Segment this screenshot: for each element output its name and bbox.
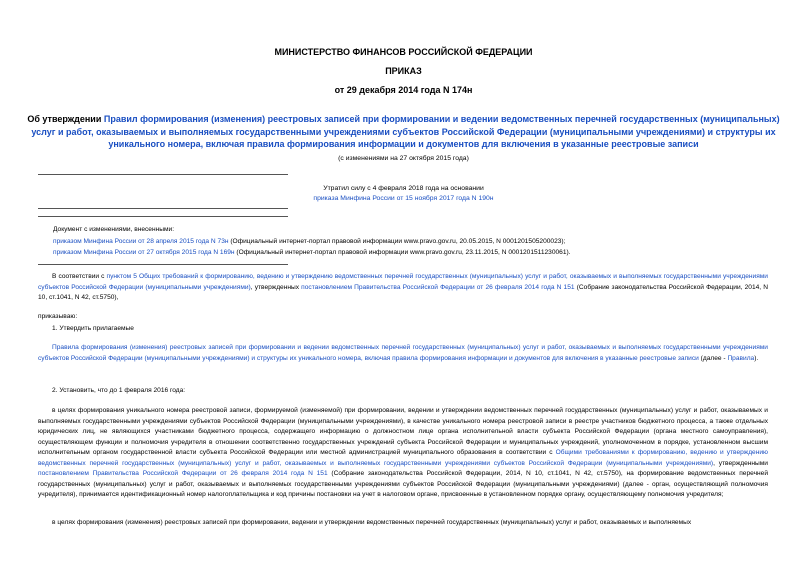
text: (Собрание законодательства Российской Федерации, 2014, N 10, ст.1041, N 42, ст.5750), на формирование ведомственных перечней государственных (муниципальных) услуг и работ, оказываемых и выполняемых государственными учреждениями субъектов Российской Федерации (муниципальными учреждениями) (далее - орган, осуществляющий полномочия учредителя), принимается идентификационный номер налогоплательщика и код причины постановки на учет в налоговом органе, присвоенные в установленном порядке органу, осуществляющему полномочия учредителя;	[38, 470, 768, 498]
lost-force-link[interactable]: приказа Минфина России от 15 ноября 2017 года N 190н	[313, 195, 494, 202]
amendments-block	[53, 224, 773, 259]
text: , утвержденных	[250, 283, 302, 291]
item-1: 1. Утвердить прилагаемые	[52, 325, 134, 332]
amendments-intro: Документ с изменениями, внесенными:	[53, 226, 175, 233]
text: (далее -	[698, 354, 728, 362]
general-requirements-link-2[interactable]: Общими требованиями к формированию, ведению и утверждению ведомственных перечней государственных (муниципальных) услуг и работ, оказываемых и выполняемых государственными учреждениями субъектов Российской Федерации (муниципальными учреждениями)	[38, 449, 768, 467]
order-word: приказываю:	[38, 313, 78, 320]
text: (Собрание законодательства Российской Федерации, 2014, N 10, ст.1041, N 42, ст.5750),	[38, 283, 769, 301]
amendment-link[interactable]: приказом Минфина России от 27 октября 2015 года N 169н	[53, 249, 235, 256]
lost-force-text: Утратил силу с 4 февраля 2018 года на основании	[323, 185, 484, 192]
rules-link[interactable]: Правила формирования (изменения) реестровых записей при формировании и ведении ведомственных перечней государственных (муниципальных) услуг и работ, оказываемых и выполняемых государственными учреждениями субъектов Российской Федерации (муниципальными учреждениями) и структуры их уникального номера, включая правила формирования информации и документов для включения в указанные реестровые записи	[38, 344, 768, 362]
rules-paragraph	[38, 343, 768, 364]
text: , утвержденными	[713, 459, 768, 467]
divider	[38, 216, 288, 217]
divider	[38, 208, 288, 209]
document-type: ПРИКАЗ	[385, 66, 422, 76]
title-prefix: Об утверждении	[27, 114, 104, 124]
registry-records-paragraph: в целях формирования (изменения) реестровых записей при формировании, ведении и утверждении ведомственных перечней государственных (муниципальных) услуг и работ, оказываемых и выполняемых	[52, 519, 692, 526]
divider	[38, 174, 288, 175]
title-rules-link[interactable]: Правил формирования (изменения) реестровых записей при формировании и ведении ведомственных перечней государственных (муниципальных) услуг и работ, оказываемых и выполняемых государственными учреждениями субъектов Российской Федерации (муниципальными учреждениями) и структуры их уникального номера, включая правила формирования информации и документов для включения в указанные реестровые записи	[31, 114, 780, 149]
amendment-source: (Официальный интернет-портал правовой информации www.pravo.gov.ru, 20.05.2015, N 0001201505200023);	[228, 237, 566, 245]
government-resolution-link-2[interactable]: постановлением Правительства Российской Федерации от 26 февраля 2014 года N 151	[38, 470, 328, 477]
amendment-source: (Официальный интернет-портал правовой информации www.pravo.gov.ru, 23.11.2015, N 0001201511230061).	[234, 249, 571, 256]
ministry-heading: МИНИСТЕРСТВО ФИНАНСОВ РОССИЙСКОЙ ФЕДЕРАЦИИ	[274, 47, 533, 57]
amendment-item	[53, 247, 773, 259]
item-2: 2. Установить, что до 1 февраля 2016 года:	[52, 387, 186, 394]
text: в целях формирования уникального номера реестровой записи, формируемой (изменяемой) при формировании, ведении и утверждении ведомственных перечней государственных (муниципальных) услуг и работ, оказываемых и выполняемых государственными учреждениями субъектов Российской Федерации (муниципальными учреждениями), в качестве уникального номера реестровой записи в реестре участников бюджетного процесса, а также отдельных юридических лиц, не являющихся участниками бюджетного процесса, содержащего информацию о должностном лице органа исполнительной власти субъекта Российской Федерации (органа местного самоуправления), осуществляющем функции и полномочия учредителя в отношении соответственно государственных учреждений субъекта Российской Федерации и муниципальных учреждений, уполномоченном в порядке, установленном высшим исполнительным органом государственной власти субъекта Российской Федерации или местной администрацией муниципального образования в соответствии с	[38, 407, 768, 456]
divider	[38, 264, 288, 265]
registry-number-paragraph	[38, 406, 768, 501]
lost-force-link-line	[0, 195, 807, 202]
text: ).	[754, 354, 759, 362]
government-resolution-link[interactable]: постановлением Правительства Российской Федерации от 26 февраля 2014 года N 151	[301, 283, 575, 291]
text: В соответствии с	[52, 273, 107, 280]
changes-note: (с изменениями на 27 октября 2015 года)	[338, 155, 469, 162]
general-requirements-link[interactable]: пунктом 5 Общих требований к формированию, ведению и утверждению ведомственных перечней государственных (муниципальных) услуг и работ, оказываемых и выполняемых государственными учреждениями субъектов Российской Федерации (муниципальными учреждениями)	[38, 273, 768, 291]
amendment-link[interactable]: приказом Минфина России от 28 апреля 2015 года N 73н	[53, 237, 229, 245]
document-date-number: от 29 декабря 2014 года N 174н	[334, 85, 473, 95]
document-title	[26, 113, 781, 151]
rules-short-link[interactable]: Правила	[727, 354, 755, 362]
preamble-paragraph	[38, 272, 768, 304]
amendment-item	[53, 236, 773, 248]
